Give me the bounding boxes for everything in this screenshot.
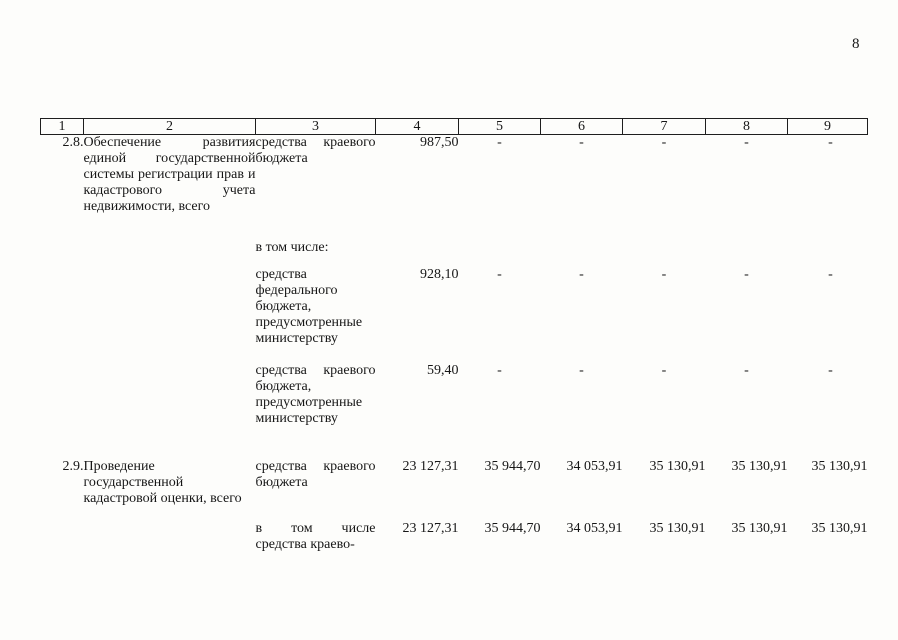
value-col-7: - (661, 362, 667, 378)
header-cell-9: 9 (788, 119, 868, 135)
value-col-7 (623, 240, 706, 267)
row-number (41, 363, 84, 459)
table-row (41, 240, 868, 267)
value-col-9: - (828, 135, 833, 150)
value-col-6: 34 053,91 (566, 458, 623, 474)
value-col-4: 987,50 (420, 135, 459, 150)
value-col-6: - (579, 362, 584, 378)
row-number: 2.9. (62, 458, 84, 474)
header-cell-3: 3 (256, 119, 376, 135)
value-col-5 (459, 240, 541, 267)
value-col-8: 35 130,91 (731, 458, 788, 474)
value-col-8 (706, 240, 788, 267)
row-number: 2.8. (62, 135, 84, 150)
value-col-8: - (744, 362, 749, 378)
value-col-4: 928,10 (420, 266, 459, 282)
value-col-7: - (661, 135, 667, 150)
value-col-4: 59,40 (427, 362, 459, 378)
value-col-9: 35 130,91 (811, 458, 868, 474)
funding-source: средства краевого бюджета, предусмотренные министерству (255, 362, 376, 426)
value-col-4: 23 127,31 (402, 458, 459, 474)
activity-name (84, 267, 256, 363)
activity-name: Проведение государственной кадастровой оценки, всего (83, 458, 242, 506)
funding-source: в том числе: (255, 239, 329, 255)
value-col-5: - (497, 362, 502, 378)
header-cell-2: 2 (84, 119, 256, 135)
activity-name (84, 240, 256, 267)
value-col-7: 35 130,91 (649, 458, 706, 474)
funding-source: средства краевого бюджета (255, 458, 376, 490)
header-cell-1: 1 (41, 119, 84, 135)
value-col-9 (788, 240, 868, 267)
value-col-5: 35 944,70 (484, 520, 541, 536)
activity-name (84, 521, 256, 557)
row-number (41, 521, 84, 557)
value-col-7: - (661, 266, 667, 282)
funding-source: в том числе средства краево- (255, 520, 376, 552)
value-col-5: - (497, 266, 502, 282)
funding-source: средства федерального бюджета, предусмотренные министерству (255, 266, 363, 346)
value-col-6: - (579, 135, 584, 150)
row-number (41, 240, 84, 267)
header-row (41, 119, 868, 135)
funding-source: средства краевого бюджета (255, 135, 376, 166)
table-row (41, 135, 868, 240)
budget-table (40, 118, 868, 557)
header-cell-7: 7 (623, 119, 706, 135)
value-col-6 (541, 240, 623, 267)
value-col-9: - (828, 266, 833, 282)
value-col-8: 35 130,91 (731, 520, 788, 536)
value-col-7: 35 130,91 (649, 520, 706, 536)
value-col-6: - (579, 266, 584, 282)
value-col-4: 23 127,31 (402, 520, 459, 536)
value-col-4 (376, 240, 459, 267)
value-col-8: - (744, 135, 749, 150)
row-number (41, 267, 84, 363)
table-row (41, 267, 868, 363)
value-col-9: 35 130,91 (811, 520, 868, 536)
header-cell-6: 6 (541, 119, 623, 135)
value-col-8: - (744, 266, 749, 282)
activity-name: Обеспечение развития единой государственной системы регистрации прав и кадастрового учета недвижимости, всего (83, 135, 256, 214)
value-col-5: - (497, 135, 502, 150)
activity-name (84, 363, 256, 459)
value-col-5: 35 944,70 (484, 458, 541, 474)
header-cell-4: 4 (376, 119, 459, 135)
value-col-6: 34 053,91 (566, 520, 623, 536)
page-number: 8 (852, 36, 860, 52)
header-cell-5: 5 (459, 119, 541, 135)
table-row (41, 363, 868, 459)
value-col-9: - (828, 362, 833, 378)
header-cell-8: 8 (706, 119, 788, 135)
table-row (41, 521, 868, 557)
table-row (41, 459, 868, 521)
